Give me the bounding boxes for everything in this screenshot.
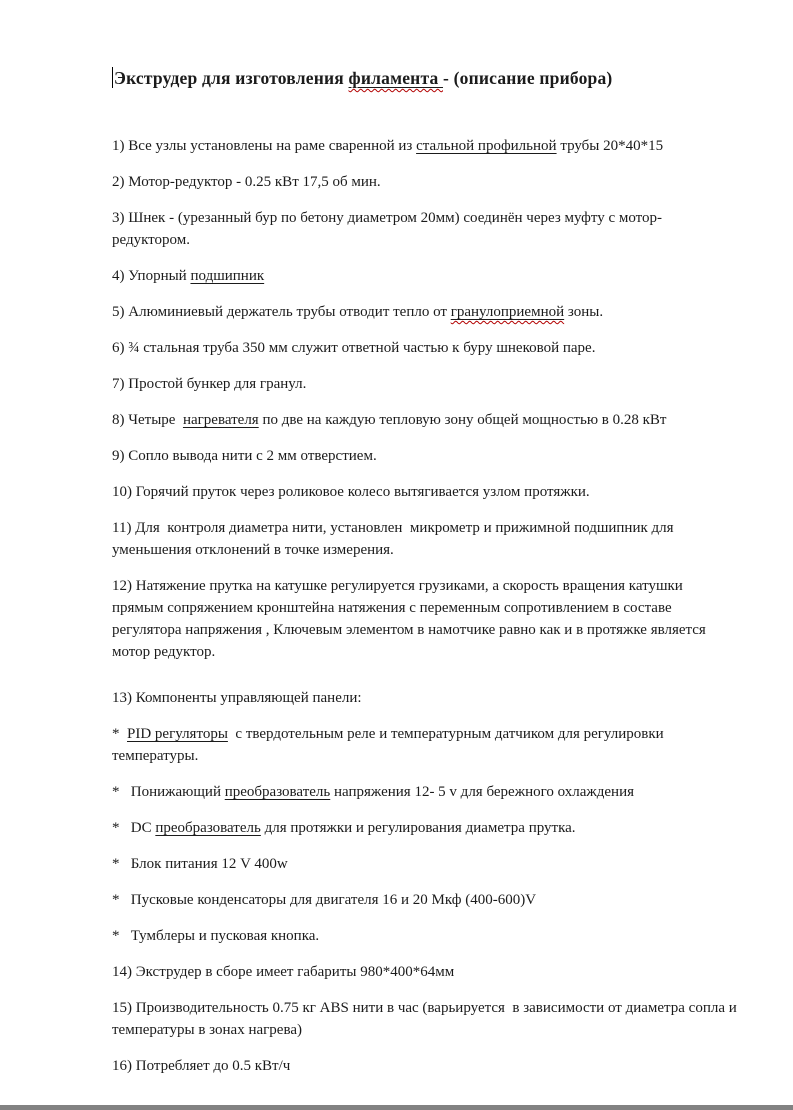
text-run: * [112, 726, 127, 742]
text-run: напряжения 12- 5 v для бережного охлаждения [330, 784, 634, 800]
list-item-1 [112, 135, 737, 157]
text-run: * Понижающий [112, 784, 225, 800]
bullet-item-2 [112, 781, 737, 803]
emphasized-text: преобразователь [155, 820, 261, 836]
bullet-item-6 [112, 925, 737, 947]
text-run: 10) Горячий пруток через роликовое колесо вытягивается узлом протяжки. [112, 484, 590, 500]
text-run: зоны. [564, 304, 604, 320]
text-run: 6) ¾ стальная труба 350 мм служит ответной частью к буру шнековой паре. [112, 340, 596, 356]
list-item-4 [112, 265, 737, 287]
text-run: 2) Мотор-редуктор - 0.25 кВт 17,5 об мин. [112, 174, 381, 190]
text-run: трубы 20*40*15 [556, 138, 664, 154]
list-item-10 [112, 481, 737, 503]
text-run: 5) Алюминиевый держатель трубы отводит тепло от [112, 304, 451, 320]
text-run: * Пусковые конденсаторы для двигателя 16 и 20 Мкф (400-600)V [112, 892, 537, 908]
text-run: 11) Для контроля диаметра нити, установлен микрометр и прижимной подшипник для уменьшения отклонений в точке измерения. [112, 520, 678, 558]
text-run: * Тумблеры и пусковая кнопка. [112, 928, 320, 944]
list-item-15 [112, 997, 741, 1041]
emphasized-text: PID регуляторы [127, 726, 228, 742]
text-run: 8) Четыре [112, 412, 183, 428]
text-run: 3) Шнек - (урезанный бур по бетону диаметром 20мм) соединён через муфту с мотор-редуктором. [112, 210, 663, 248]
text-run: для протяжки и регулирования диаметра прутка. [260, 820, 576, 836]
text-run: 13) Компоненты управляющей панели: [112, 690, 362, 706]
text-run: 1) Все узлы установлены на раме сваренной из [112, 138, 417, 154]
text-run: - (описание прибора) [443, 68, 613, 88]
list-item-14 [112, 961, 737, 983]
list-item-6 [112, 337, 737, 359]
list-item-2 [112, 171, 737, 193]
text-run: 15) Производительность 0.75 кг ABS нити в час (варьируется в зависимости от диаметра сопла и температуры в зонах нагрева) [112, 1000, 741, 1038]
list-item-3 [112, 207, 737, 251]
text-run: 7) Простой бункер для гранул. [112, 376, 307, 392]
text-run: Экструдер для изготовления [114, 68, 349, 88]
list-item-11 [112, 517, 737, 561]
bullet-item-4 [112, 853, 737, 875]
text-run: по две на каждую тепловую зону общей мощностью в 0.28 кВт [258, 412, 667, 428]
emphasized-text: преобразователь [224, 784, 331, 800]
list-item-5 [112, 301, 737, 323]
text-cursor-icon [112, 67, 113, 88]
list-item-8 [112, 409, 737, 431]
text-run: 12) Натяжение прутка на катушке регулируется грузиками, а скорость вращения катушки прямым сопряжением кронштейна натяжения с переменным сопротивлением в составе регулятора напряжения , Ключевым элементом в намотчике равно как и в протяжке является мотор редуктор. [112, 578, 710, 660]
text-run: * DC [112, 820, 156, 836]
list-item-12 [112, 575, 737, 663]
emphasized-text: стальной профильной [416, 138, 557, 154]
text-run: 14) Экструдер в сборе имеет габариты 980*400*64мм [112, 964, 455, 980]
text-run: 4) Упорный [112, 268, 191, 284]
text-run: * Блок питания 12 V 400w [112, 856, 288, 872]
spellcheck-flagged-text: филамента [348, 68, 443, 88]
text-run: 9) Сопло вывода нити с 2 мм отверстием. [112, 448, 377, 464]
list-item-9 [112, 445, 737, 467]
document-title-text [114, 68, 612, 88]
bottom-page-edge-bar [0, 1105, 793, 1110]
text-run: с твердотельным реле и температурным датчиком для регулировки температуры. [112, 726, 668, 764]
bullet-item-5 [112, 889, 737, 911]
document-title [112, 66, 737, 91]
spellcheck-flagged-text: гранулоприемной [450, 304, 565, 320]
emphasized-text: нагревателя [182, 412, 259, 428]
document-body [112, 135, 741, 1077]
list-item-16 [112, 1055, 737, 1077]
emphasized-text [451, 304, 564, 320]
list-item-13 [112, 687, 737, 709]
bullet-item-1 [112, 723, 737, 767]
bullet-item-3 [112, 817, 737, 839]
list-item-7 [112, 373, 737, 395]
text-run: 16) Потребляет до 0.5 кВт/ч [112, 1058, 291, 1074]
emphasized-text [349, 68, 443, 88]
emphasized-text: подшипник [190, 268, 265, 284]
